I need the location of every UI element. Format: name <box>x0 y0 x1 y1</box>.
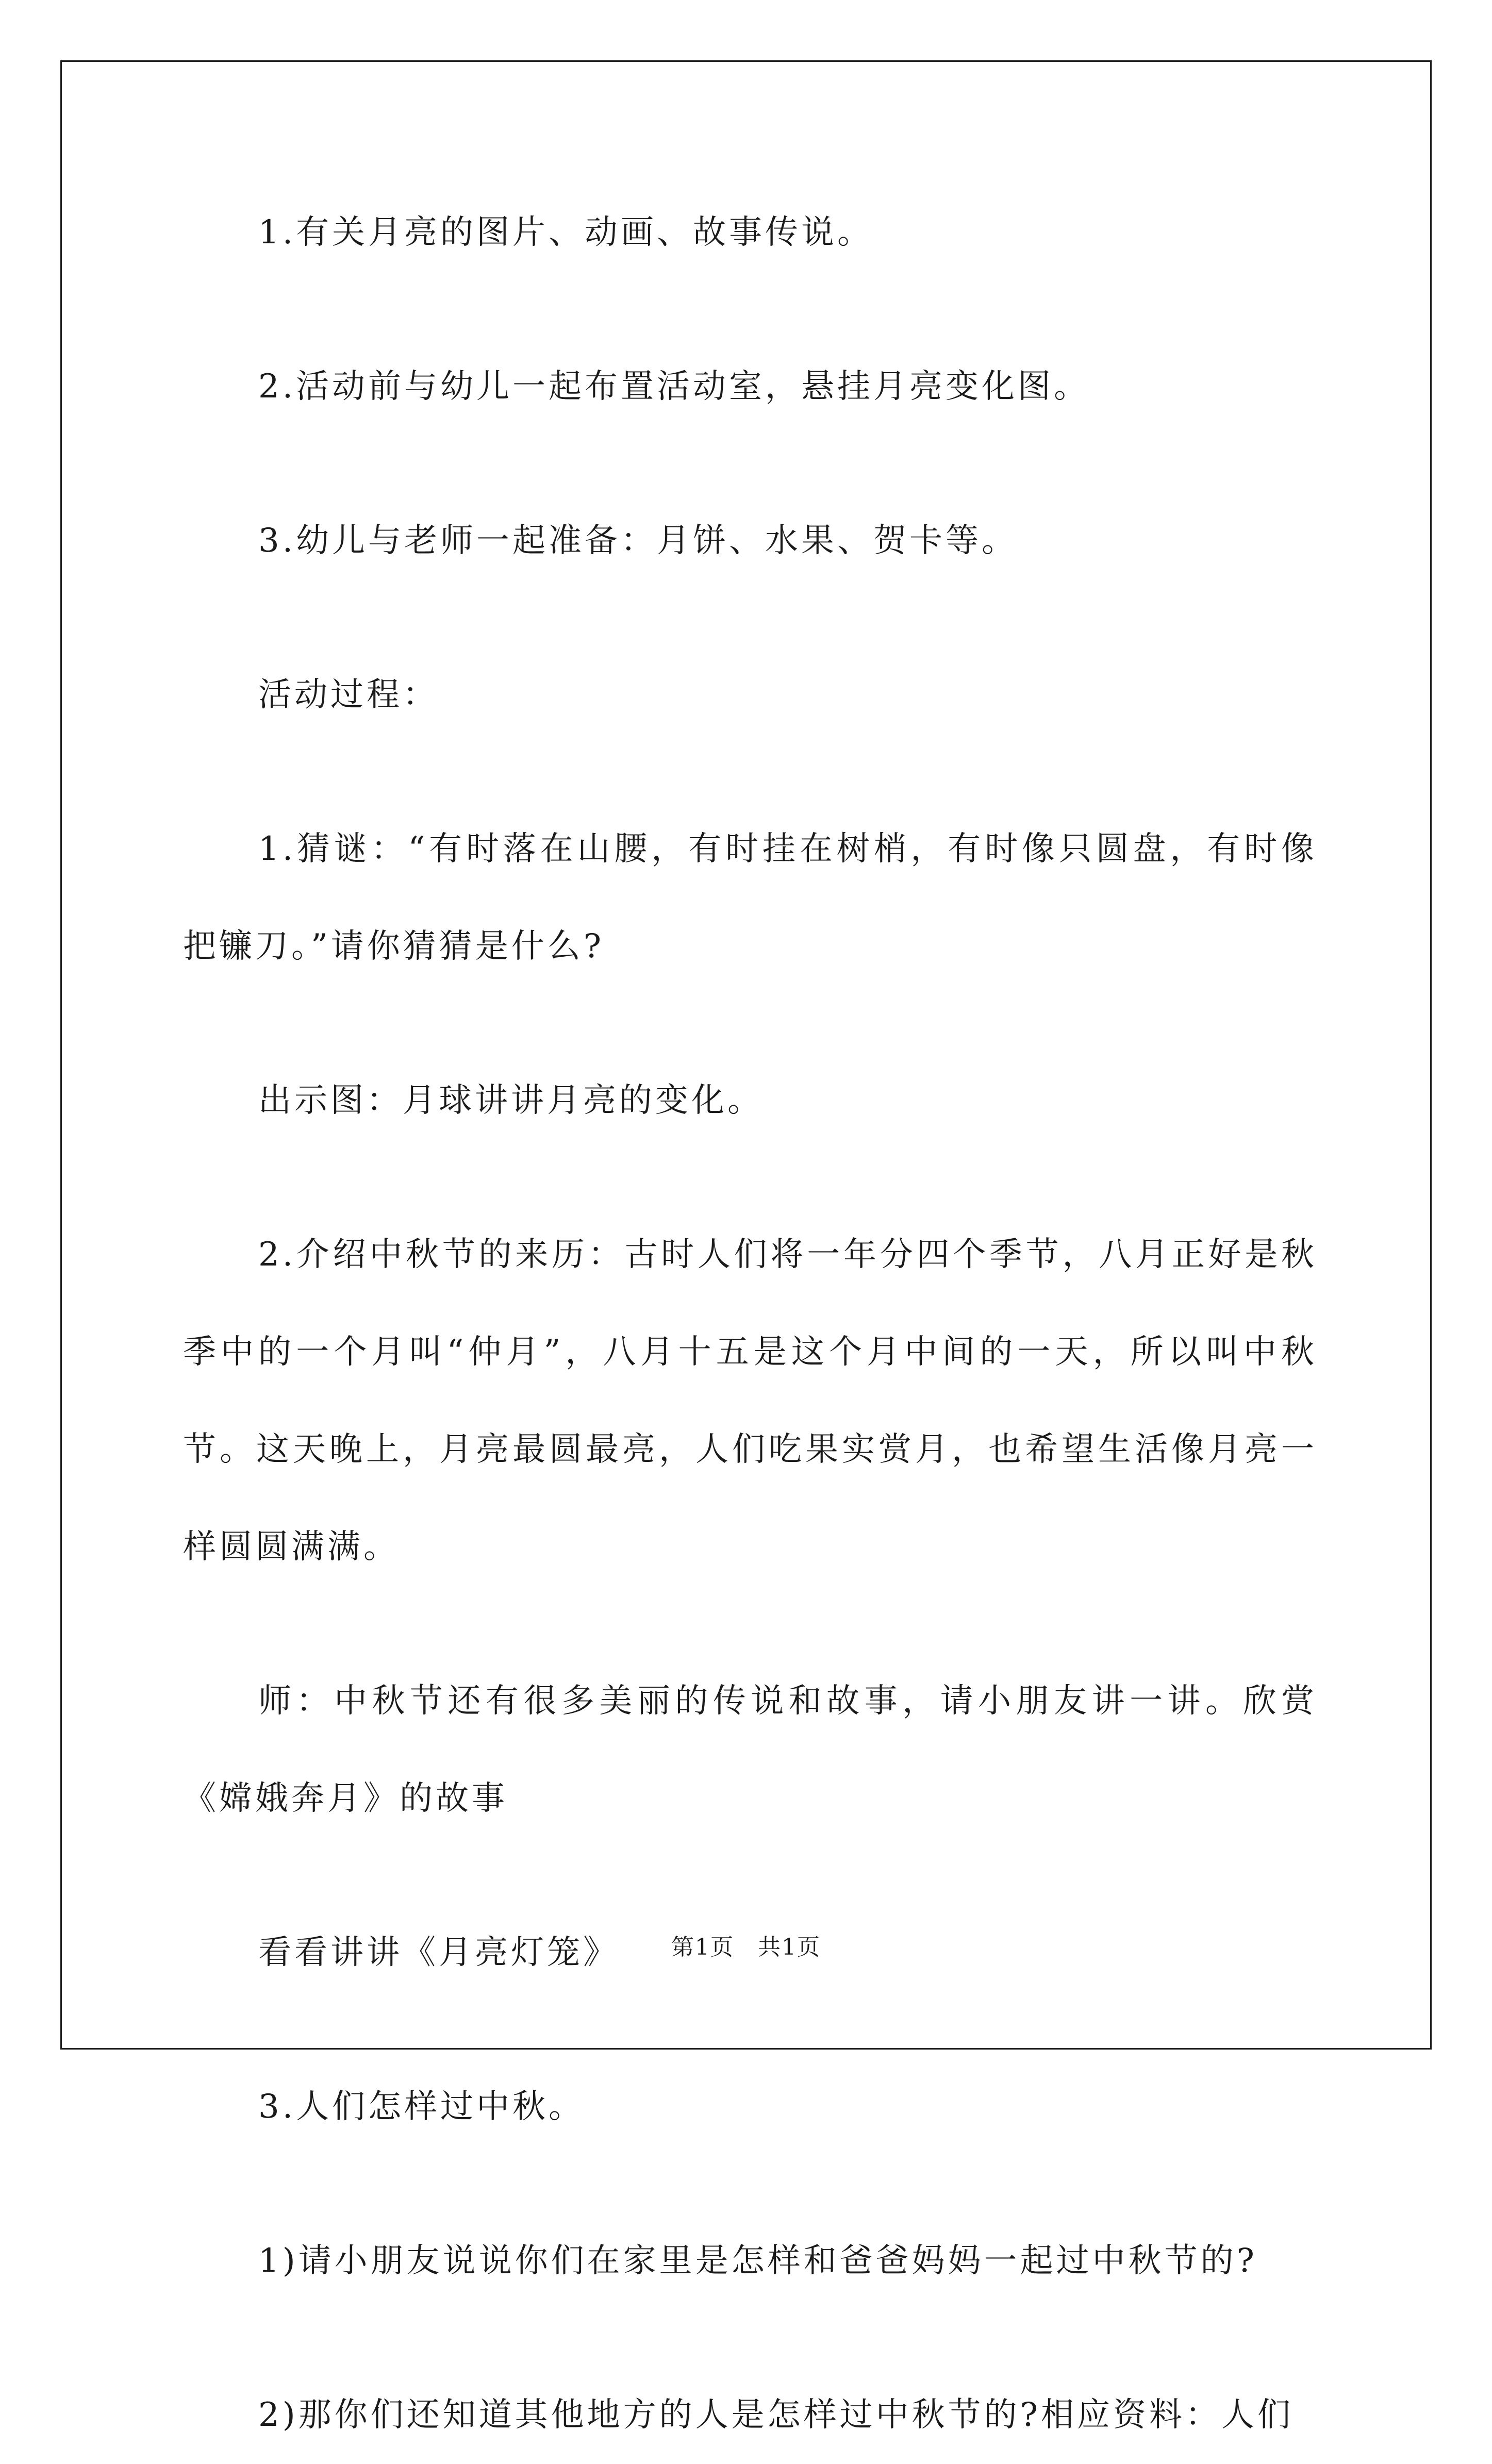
paragraph: 2.介绍中秋节的来历：古时人们将一年分四个季节，八月正好是秋季中的一个月叫“仲月”，八月十五是这个月中间的一天，所以叫中秋节。这天晚上，月亮最圆最亮，人们吃果实赏月，也希望生活像月亮一样圆圆满满。 <box>183 1236 1317 1566</box>
paragraph: 师：中秋节还有很多美丽的传说和故事，请小朋友讲一讲。欣赏《嫦娥奔月》的故事 <box>183 1682 1317 1818</box>
paragraph: 2)那你们还知道其他地方的人是怎样过中秋节的?相应资料：人们 <box>258 2396 1294 2434</box>
document-body <box>183 184 1317 2464</box>
paragraph: 1.猜谜：“有时落在山腰，有时挂在树梢，有时像只圆盘，有时像把镰刀。”请你猜猜是什么? <box>183 830 1317 965</box>
paragraph: 3.幼儿与老师一起准备：月饼、水果、贺卡等。 <box>258 522 1018 560</box>
paragraph: 出示图：月球讲讲月亮的变化。 <box>258 1081 764 1120</box>
paragraph: 2.活动前与幼儿一起布置活动室，悬挂月亮变化图。 <box>258 368 1090 406</box>
section-heading: 活动过程： <box>258 676 439 714</box>
paragraph: 1)请小朋友说说你们在家里是怎样和爸爸妈妈一起过中秋节的? <box>258 2242 1257 2280</box>
paragraph: 看看讲讲《月亮灯笼》 <box>258 1934 619 1972</box>
page-footer: 第1页 共1页 <box>671 1934 821 1960</box>
paragraph: 3.人们怎样过中秋。 <box>258 2088 585 2126</box>
paragraph: 1.有关月亮的图片、动画、故事传说。 <box>258 213 874 252</box>
